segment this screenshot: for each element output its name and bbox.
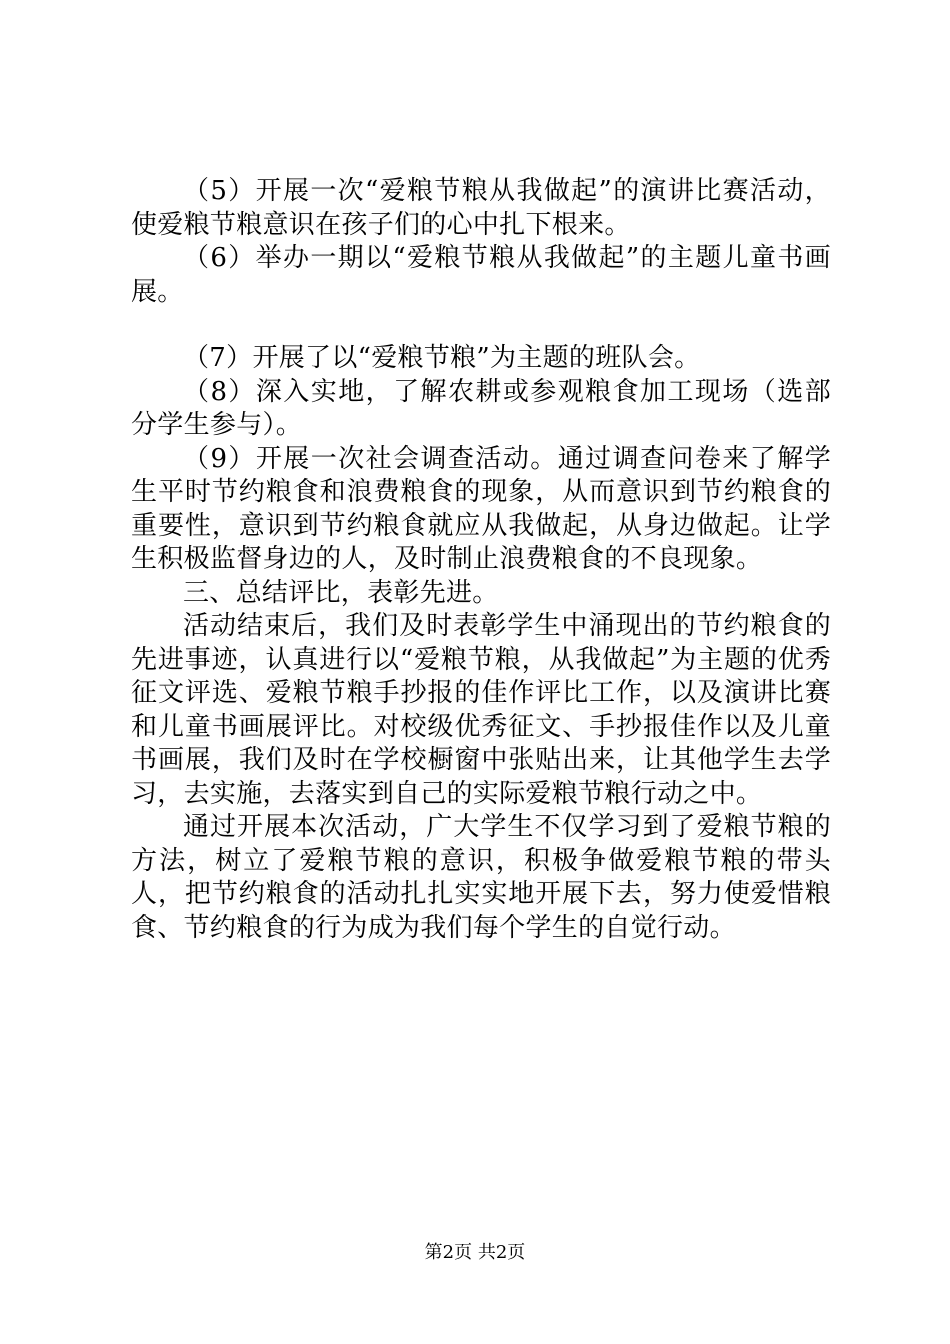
- section-heading: 三、总结评比，表彰先进。: [183, 577, 499, 608]
- paragraph-item-8: （8）深入实地，了解农耕或参观粮食加工现场（选部分学生参与）。: [131, 376, 831, 440]
- paragraph-summary: 活动结束后，我们及时表彰学生中涌现出的节约粮食的先进事迹，认真进行以“爱粮节粮，从我做起”为主题的优秀征文评选、爱粮节粮手抄报的佳作评比工作，以及演讲比赛和儿童书画展评比。对校级优秀征文、手抄报佳作以及儿童书画展，我们及时在学校橱窗中张贴出来，让其他学生去学习，去实施，去落实到自己的实际爱粮节粮行动之中。: [131, 611, 831, 809]
- paragraph-item-7: （7）开展了以“爱粮节粮”为主题的班队会。: [183, 343, 701, 373]
- paragraph-conclusion: 通过开展本次活动，广大学生不仅学习到了爱粮节粮的方法，树立了爱粮节粮的意识，积极争做爱粮节粮的带头人，把节约粮食的活动扎扎实实地开展下去，努力使爱惜粮食、节约粮食的行为成为我们每个学生的自觉行动。: [131, 812, 831, 943]
- page-number: 第2页 共2页: [424, 1242, 526, 1263]
- paragraph-item-5: （5）开展一次“爱粮节粮从我做起”的演讲比赛活动，使爱粮节粮意识在孩子们的心中扎下根来。: [131, 176, 831, 240]
- document-body: [131, 175, 831, 945]
- paragraph-item-6: （6）举办一期以“爱粮节粮从我做起”的主题儿童书画展。: [131, 243, 831, 307]
- paragraph-item-9: （9）开展一次社会调查活动。通过调查问卷来了解学生平时节约粮食和浪费粮食的现象，从而意识到节约粮食的重要性，意识到节约粮食就应从我做起，从身边做起。让学生积极监督身边的人，及时制止浪费粮食的不良现象。: [131, 443, 831, 574]
